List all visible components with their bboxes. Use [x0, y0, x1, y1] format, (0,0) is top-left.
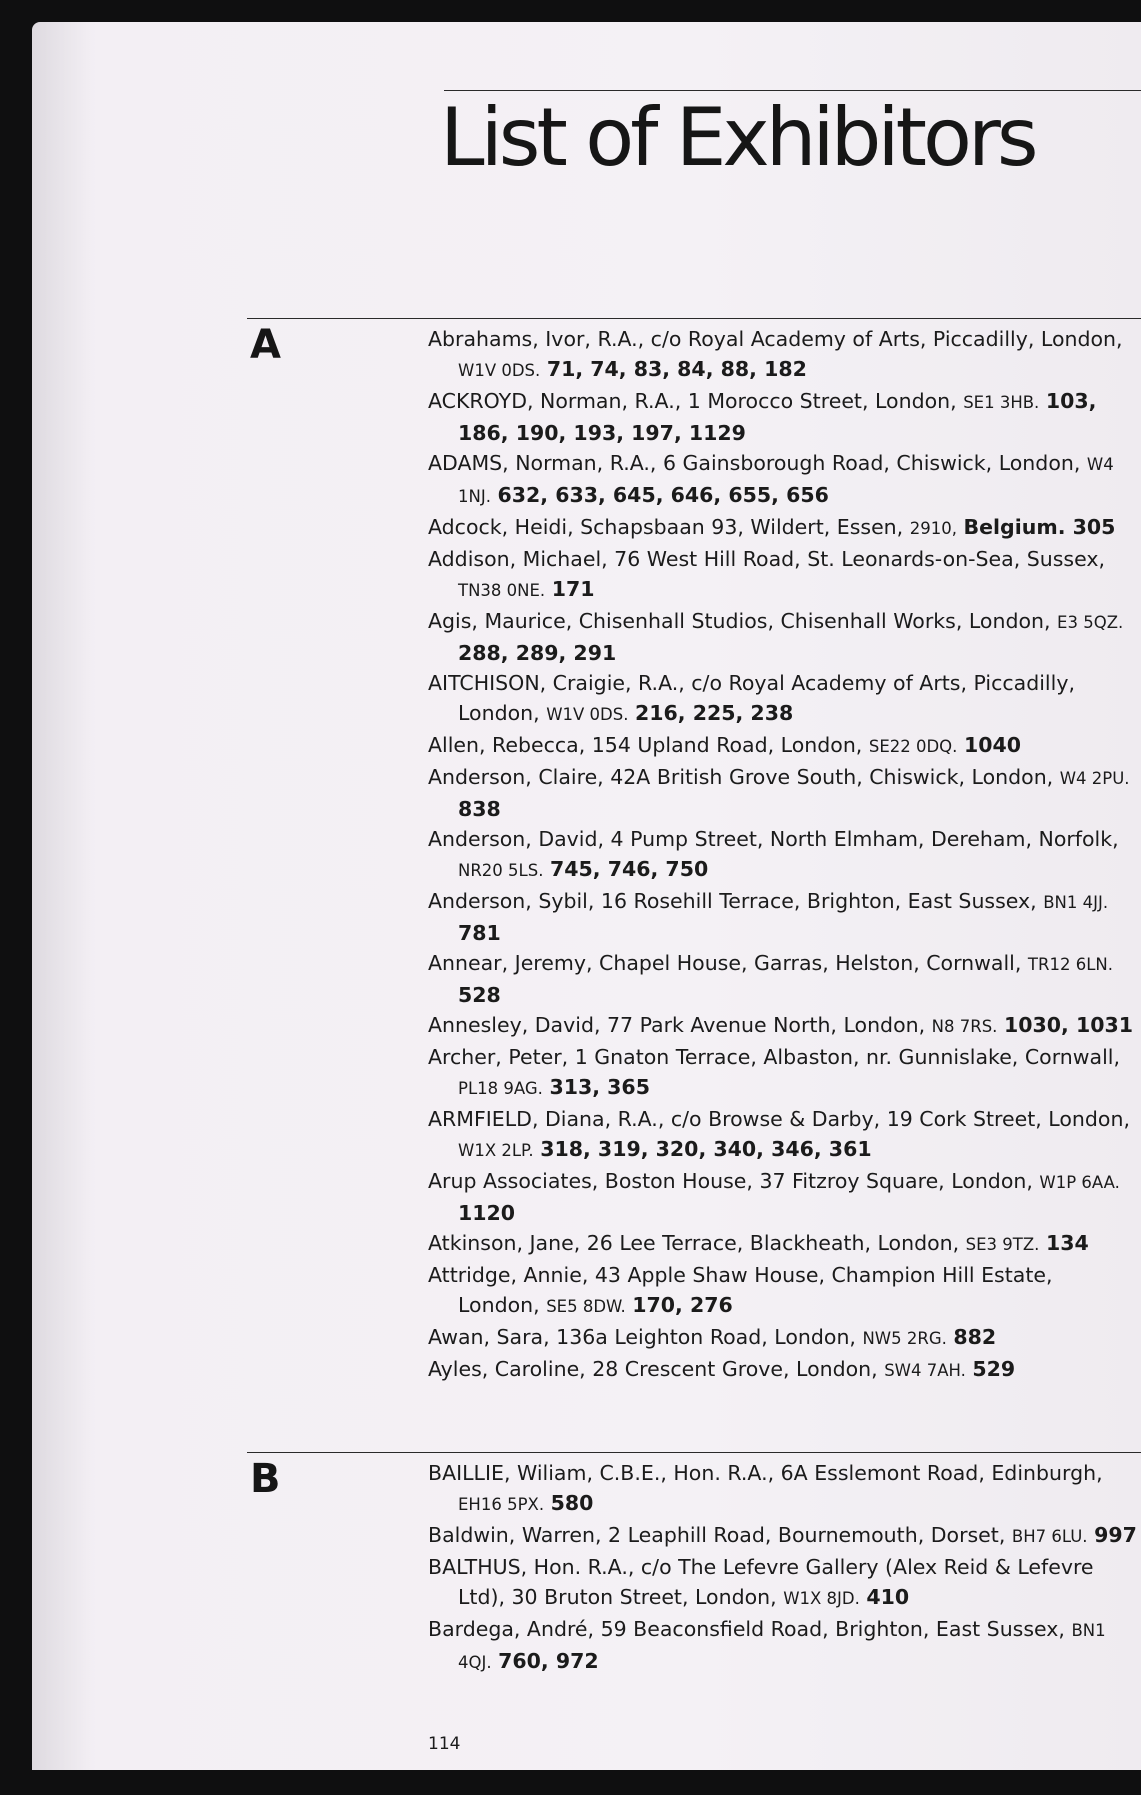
postcode: BN1 4QJ.: [458, 1621, 1106, 1672]
catalogue-numbers: 288, 289, 291: [458, 641, 617, 665]
exhibitor-entry: [428, 1322, 1140, 1354]
postcode: E3 5QZ.: [1057, 613, 1124, 632]
exhibitor-address: Anderson, Claire, 42A British Grove South, Chiswick, London,: [428, 765, 1060, 789]
catalogue-numbers: 529: [972, 1357, 1016, 1381]
postcode: NR20 5LS.: [458, 861, 544, 880]
exhibitor-entry: [428, 1166, 1140, 1228]
postcode: PL18 9AG.: [458, 1079, 543, 1098]
postcode: W1P 6AA.: [1039, 1173, 1120, 1192]
catalogue-numbers: 71, 74, 83, 84, 88, 182: [546, 357, 807, 381]
section-b-rule: [247, 1452, 1141, 1453]
section-a-rule: [247, 318, 1141, 319]
postcode: NW5 2RG.: [862, 1329, 947, 1348]
catalogue-numbers: 997: [1094, 1523, 1137, 1547]
postcode: W1V 0DS.: [546, 705, 629, 724]
exhibitor-address: Annesley, David, 77 Park Avenue North, London,: [428, 1013, 932, 1037]
catalogue-numbers: 171: [551, 577, 595, 601]
exhibitor-address: Archer, Peter, 1 Gnaton Terrace, Albaston, nr. Gunnislake, Cornwall,: [428, 1045, 1120, 1069]
exhibitor-address: Ayles, Caroline, 28 Crescent Grove, London,: [428, 1357, 885, 1381]
catalogue-numbers: 1120: [458, 1201, 516, 1225]
exhibitor-entry: [428, 886, 1140, 948]
exhibitor-entry: [428, 1520, 1140, 1552]
exhibitor-address: Addison, Michael, 76 West Hill Road, St. Leonards-on-Sea, Sussex,: [428, 547, 1106, 571]
exhibitor-address: BAILLIE, Wiliam, C.B.E., Hon. R.A., 6A Esslemont Road, Edinburgh,: [428, 1461, 1103, 1485]
exhibitor-entry: [428, 1104, 1140, 1166]
exhibitor-address: Bardega, André, 59 Beaconsfield Road, Brighton, East Sussex,: [428, 1617, 1072, 1641]
page-number: 114: [428, 1734, 461, 1754]
catalogue-numbers: 580: [550, 1491, 594, 1515]
exhibitor-entry: [428, 1260, 1140, 1322]
postcode: TN38 0NE.: [458, 581, 546, 600]
exhibitor-entry: [428, 386, 1140, 448]
exhibitor-address: ARMFIELD, Diana, R.A., c/o Browse & Darby, 19 Cork Street, London,: [428, 1107, 1130, 1131]
exhibitor-address: Agis, Maurice, Chisenhall Studios, Chisenhall Works, London,: [428, 609, 1058, 633]
exhibitor-entry: [428, 1614, 1140, 1678]
catalogue-numbers: 318, 319, 320, 340, 346, 361: [540, 1137, 872, 1161]
catalogue-numbers: 134: [1045, 1231, 1089, 1255]
exhibitor-entry: [428, 668, 1140, 730]
postcode: W1V 0DS.: [458, 361, 541, 380]
postcode: W4 2PU.: [1059, 769, 1130, 788]
exhibitor-entry: [428, 1010, 1140, 1042]
catalogue-numbers: 632, 633, 645, 646, 655, 656: [497, 483, 829, 507]
exhibitor-entry: [428, 948, 1140, 1010]
exhibitor-address: ACKROYD, Norman, R.A., 1 Morocco Street, London,: [428, 389, 964, 413]
exhibitor-address: Awan, Sara, 136a Leighton Road, London,: [428, 1325, 863, 1349]
postcode: W1X 8JD.: [783, 1589, 860, 1608]
postcode: TR12 6LN.: [1027, 955, 1113, 974]
exhibitor-address: Atkinson, Jane, 26 Lee Terrace, Blackheath, London,: [428, 1231, 966, 1255]
exhibitor-address: Attridge, Annie, 43 Apple Shaw House, Champion Hill Estate, London,: [428, 1263, 1053, 1317]
exhibitor-address: AITCHISON, Craigie, R.A., c/o Royal Academy of Arts, Piccadilly, London,: [428, 671, 1075, 725]
page-edge-shadow: [32, 22, 92, 1770]
exhibitor-entry: [428, 730, 1140, 762]
exhibitor-entry: [428, 606, 1140, 668]
catalogue-numbers: 170, 276: [632, 1293, 733, 1317]
postcode: SE1 3HB.: [963, 393, 1040, 412]
exhibitor-entry: [428, 324, 1140, 386]
section-b-entries: [428, 1458, 1140, 1678]
section-a-entries: [428, 324, 1140, 1386]
catalogue-numbers: 216, 225, 238: [635, 701, 794, 725]
exhibitor-entry: [428, 544, 1140, 606]
catalogue-numbers: Belgium. 305: [963, 515, 1116, 539]
exhibitor-entry: [428, 1354, 1140, 1386]
exhibitor-entry: [428, 1042, 1140, 1104]
exhibitor-entry: [428, 1552, 1140, 1614]
exhibitor-address: Anderson, David, 4 Pump Street, North Elmham, Dereham, Norfolk,: [428, 827, 1119, 851]
exhibitor-address: Adcock, Heidi, Schapsbaan 93, Wildert, Essen,: [428, 515, 910, 539]
catalogue-numbers: 410: [866, 1585, 910, 1609]
exhibitor-address: ADAMS, Norman, R.A., 6 Gainsborough Road, Chiswick, London,: [428, 451, 1087, 475]
postcode: SE3 9TZ.: [965, 1235, 1040, 1254]
exhibitor-address: Abrahams, Ivor, R.A., c/o Royal Academy of Arts, Piccadilly, London,: [428, 327, 1123, 351]
page-title: List of Exhibitors: [440, 91, 1035, 184]
exhibitor-entry: [428, 512, 1140, 544]
catalogue-numbers: 745, 746, 750: [550, 857, 709, 881]
exhibitor-address: Allen, Rebecca, 154 Upland Road, London,: [428, 733, 869, 757]
postcode: EH16 5PX.: [458, 1495, 545, 1514]
section-letter-b: B: [250, 1456, 281, 1502]
catalogue-numbers: 760, 972: [498, 1649, 599, 1673]
catalogue-numbers: 882: [953, 1325, 997, 1349]
postcode: N8 7RS.: [931, 1017, 998, 1036]
section-letter-a: A: [250, 322, 281, 368]
catalogue-numbers: 103, 186, 190, 193, 197, 1129: [458, 389, 1097, 445]
catalogue-numbers: 528: [458, 983, 501, 1007]
catalogue-numbers: 838: [458, 797, 501, 821]
postcode: 2910,: [909, 519, 957, 538]
exhibitor-entry: [428, 824, 1140, 886]
postcode: SE22 0DQ.: [868, 737, 958, 756]
postcode: W1X 2LP.: [458, 1141, 534, 1160]
exhibitor-address: Arup Associates, Boston House, 37 Fitzroy Square, London,: [428, 1169, 1040, 1193]
exhibitor-address: Annear, Jeremy, Chapel House, Garras, Helston, Cornwall,: [428, 951, 1028, 975]
exhibitor-entry: [428, 1228, 1140, 1260]
catalogue-numbers: 1030, 1031: [1003, 1013, 1134, 1037]
exhibitor-address: Anderson, Sybil, 16 Rosehill Terrace, Brighton, East Sussex,: [428, 889, 1044, 913]
exhibitor-entry: [428, 1458, 1140, 1520]
catalogue-numbers: 313, 365: [549, 1075, 650, 1099]
postcode: SE5 8DW.: [546, 1297, 626, 1316]
exhibitor-entry: [428, 762, 1140, 824]
exhibitor-address: BALTHUS, Hon. R.A., c/o The Lefevre Gallery (Alex Reid & Lefevre Ltd), 30 Bruton Street, London,: [428, 1555, 1094, 1609]
catalogue-numbers: 1040: [963, 733, 1022, 757]
exhibitor-entry: [428, 448, 1140, 512]
exhibitor-address: Baldwin, Warren, 2 Leaphill Road, Bournemouth, Dorset,: [428, 1523, 1012, 1547]
postcode: W4 1NJ.: [458, 455, 1114, 506]
postcode: BN1 4JJ.: [1043, 893, 1109, 912]
catalogue-numbers: 781: [458, 921, 501, 945]
book-page: [32, 22, 1141, 1770]
postcode: SW4 7AH.: [884, 1361, 966, 1380]
postcode: BH7 6LU.: [1011, 1527, 1088, 1546]
